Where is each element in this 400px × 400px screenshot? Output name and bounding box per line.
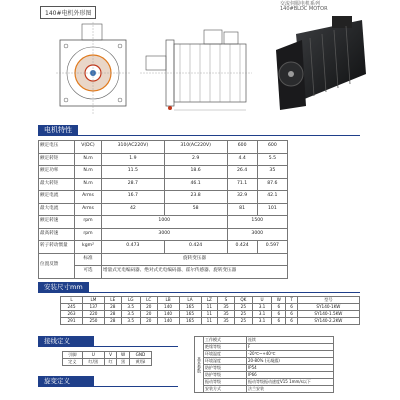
table-row [63,352,152,359]
table-cell: 6 [272,304,286,311]
spec-value: 0.597 [257,241,287,254]
table-cell: 红/黑 [82,359,104,366]
table-cell: 法兰安装 [247,386,334,393]
spec-value: 600 [257,141,287,154]
table-cell: IP54 [247,365,334,372]
spec-value: 310(AC220V) [102,141,165,154]
table-row [39,216,288,229]
table-row [195,344,334,351]
section-dimensions-rule [38,292,360,293]
basic-parameters-label: 基本参数 [195,337,204,393]
spec-unit: N.m [75,153,102,166]
table-header-row [61,297,360,304]
table-cell: 3.5 [121,311,140,318]
column-header: LB [157,297,179,304]
table-cell: U [82,352,104,359]
spec-value: 3000 [102,228,228,241]
table-row [195,358,334,365]
section-wiring-rule [38,346,178,347]
spec-value: 28.7 [102,178,165,191]
spec-unit: N.m [75,178,102,191]
spec-value: 42.1 [257,191,287,204]
column-header: L [61,297,83,304]
table-cell: 工作模式 [204,337,247,344]
table-cell: 定义 [63,359,83,366]
section-rotary-header: 旋变定义 [38,376,94,386]
table-cell: 35 [218,304,235,311]
table-cell: 3.1 [252,311,271,318]
product-title-bottom: 140#BLDC MOTOR [280,6,328,12]
motor-front-view-drawing [56,22,130,114]
spec-label: 额定功率 [39,166,75,179]
table-cell: SY140-2.2KW [297,318,359,325]
table-cell: 165 [179,311,201,318]
spec-unit: Arms [75,203,102,216]
table-cell: 防护等级 [204,372,247,379]
column-header: LC [140,297,157,304]
spec-value: 46.1 [164,178,227,191]
column-header: T [286,297,297,304]
spec-value: 16.7 [102,191,165,204]
table-cell: 20 [140,304,157,311]
table-cell: 220 [82,311,104,318]
table-cell: -20℃~+40℃ [247,351,334,358]
spec-value: 81 [227,203,257,216]
column-header: S [218,297,235,304]
spec-unit: rpm [75,228,102,241]
section-wiring-header: 接线定义 [38,336,94,346]
table-cell: 263 [61,311,83,318]
table-cell: 20 [140,318,157,325]
spec-value: 4.4 [227,153,257,166]
table-cell: SY140-1.5KW [297,311,359,318]
table-cell: 环境温度 [204,351,247,358]
spec-value: 18.6 [164,166,227,179]
table-cell: 35 [218,311,235,318]
spec-label: 额定转矩 [39,153,75,166]
table-row [195,351,334,358]
column-header: QK [234,297,252,304]
spec-value: 35 [257,166,287,179]
spec-value: 2.9 [164,153,227,166]
table-cell: 黑 [117,359,129,366]
table-cell: 振动等级振动速度V15 1mm/s以下 [247,379,334,386]
table-row [195,337,334,344]
table-cell: 291 [61,318,83,325]
table-cell: 振动等级 [204,379,247,386]
table-cell: SY140-1KW [297,304,359,311]
table-cell: 20-80% (无凝露) [247,358,334,365]
spec-value: 1000 [102,216,228,229]
spec-label: 位置反馈 [39,253,75,278]
table-cell: 137 [82,304,104,311]
column-header: LA [179,297,201,304]
column-header: 型号 [297,297,359,304]
table-cell: 11 [201,304,218,311]
spec-label: 最大转矩 [39,178,75,191]
column-header: U [252,297,271,304]
spec-label: 最大电流 [39,203,75,216]
table-row [39,191,288,204]
wiring-table [62,351,152,366]
spec-unit: Arms [75,191,102,204]
spec-unit: rpm [75,216,102,229]
table-cell: 11 [201,311,218,318]
table-cell: 140 [157,311,179,318]
table-row [61,311,360,318]
spec-label: 额定电压 [39,141,75,154]
spec-sub-label: 标准 [75,253,102,266]
table-cell: 引脚 [63,352,83,359]
table-cell: 28 [104,311,121,318]
table-row [39,141,288,154]
spec-value: 旋转变压器 [102,253,288,266]
table-row [39,203,288,216]
table-cell: 防护等级 [204,365,247,372]
table-row [61,304,360,311]
table-cell: 3.5 [121,318,140,325]
basic-parameters-table [194,336,334,393]
table-cell: 11 [201,318,218,325]
table-cell: 红 [104,359,116,366]
spec-value: 23.8 [164,191,227,204]
spec-value: 310(AC220V) [164,141,227,154]
table-cell: 环境湿度 [204,358,247,365]
table-row [39,166,288,179]
table-cell: 25 [234,311,252,318]
spec-value: 26.4 [227,166,257,179]
table-row [195,386,334,393]
table-row [195,372,334,379]
spec-value: 101 [257,203,287,216]
spec-value: 42 [102,203,165,216]
table-cell: 6 [286,304,297,311]
table-row [195,365,334,372]
table-row [39,153,288,166]
table-row [39,241,288,254]
table-cell: 3.5 [121,304,140,311]
spec-value: 71.1 [227,178,257,191]
table-cell: 6 [286,311,297,318]
spec-value: 87.6 [257,178,287,191]
table-cell: F [247,344,334,351]
spec-unit: N.m [75,166,102,179]
spec-value: 58 [164,203,227,216]
spec-label: 额定电流 [39,191,75,204]
spec-label: 额定转速 [39,216,75,229]
dimensions-table [60,296,360,325]
table-cell: 250 [82,318,104,325]
table-cell: 25 [234,318,252,325]
table-cell: 140 [157,318,179,325]
table-row [39,266,288,279]
table-row [63,359,152,366]
column-header: W [272,297,286,304]
table-row [39,253,288,266]
motor-photo [266,14,370,110]
product-title-top: 交流伺服电机系列 [280,1,321,7]
table-cell: 140 [157,304,179,311]
spec-label: 转子转动惯量 [39,241,75,254]
table-cell: 3.1 [252,304,271,311]
table-cell: W [117,352,129,359]
table-cell: 绝缘等级 [204,344,247,351]
spec-value: 增量式光电编码器、绝对式光电编码器、霍尔传感器、旋转变压器 [102,266,288,279]
spec-value: 1.9 [102,153,165,166]
table-row [195,379,334,386]
table-row [61,318,360,325]
table-cell: IP66 [247,372,334,379]
column-header: LZ [201,297,218,304]
spec-value: 5.5 [257,153,287,166]
table-cell: 6 [272,311,286,318]
spec-label: 最高转速 [39,228,75,241]
table-cell: 6 [286,318,297,325]
section-characteristics-rule [38,135,360,136]
table-cell: 25 [234,304,252,311]
section-dimensions-header: 安装尺寸mm [38,282,89,292]
column-header: LG [121,297,140,304]
table-cell: 连续 [247,337,334,344]
table-cell: 28 [104,304,121,311]
table-cell: 黄/绿 [129,359,151,366]
motor-side-view-drawing [140,22,260,114]
table-cell: V [104,352,116,359]
spec-unit: kgm² [75,241,102,254]
table-cell: 6 [272,318,286,325]
table-cell: 245 [61,304,83,311]
table-cell: 165 [179,304,201,311]
table-cell: GND [129,352,151,359]
spec-sub-label: 可选 [75,266,102,279]
column-header: LM [82,297,104,304]
table-cell: 28 [104,318,121,325]
spec-value: 600 [227,141,257,154]
spec-value: 0.424 [164,241,227,254]
spec-value: 32.9 [227,191,257,204]
drawing-title: 140#电机外形图 [40,6,96,19]
column-header: LE [104,297,121,304]
table-cell: 3.1 [252,318,271,325]
spec-value: 11.5 [102,166,165,179]
table-cell: 安装方式 [204,386,247,393]
spec-value: 0.424 [227,241,257,254]
table-row [39,228,288,241]
section-rotary-rule [38,386,178,387]
spec-unit: V(DC) [75,141,102,154]
spec-value: 3000 [227,228,288,241]
spec-value: 0.473 [102,241,165,254]
table-cell: 35 [218,318,235,325]
table-row [39,178,288,191]
spec-table [38,140,288,279]
table-cell: 20 [140,311,157,318]
spec-value: 1500 [227,216,288,229]
section-characteristics-header: 电机特性 [38,125,78,135]
table-cell: 165 [179,318,201,325]
